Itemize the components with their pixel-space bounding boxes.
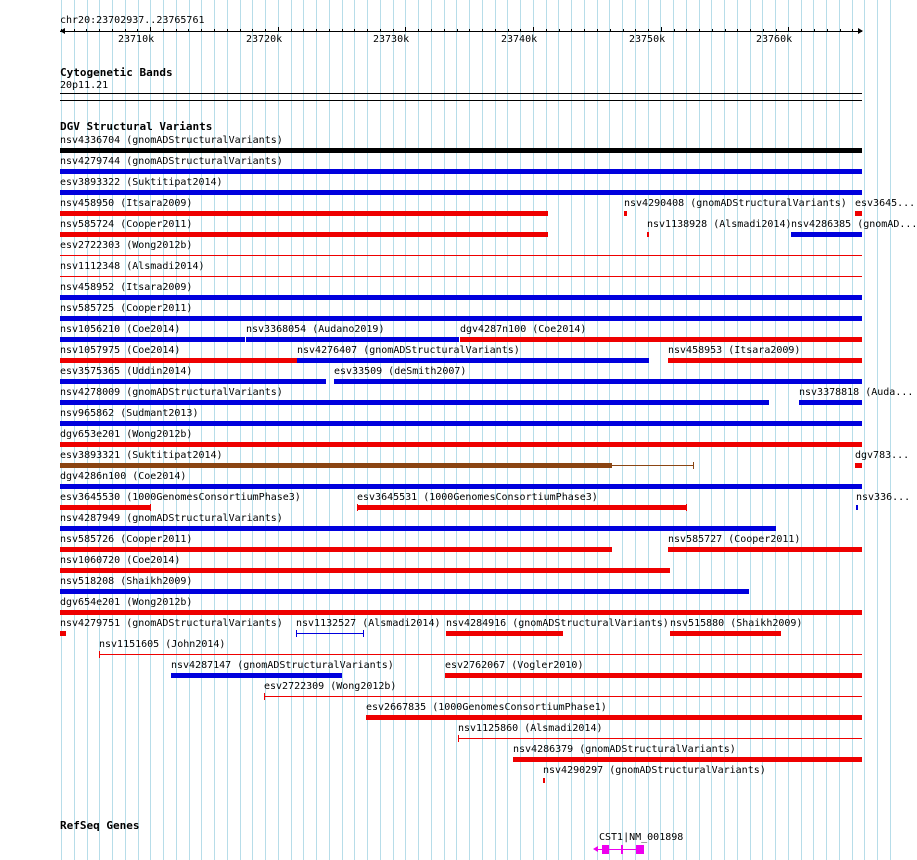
variant-label[interactable]: nsv4278009 (gnomADStructuralVariants): [60, 387, 283, 398]
variant-bar[interactable]: [460, 337, 862, 342]
ruler-minor-tick: [99, 29, 100, 32]
variant-label[interactable]: esv3645531 (1000GenomesConsortiumPhase3): [357, 492, 598, 503]
ruler-minor-tick: [508, 29, 509, 32]
ruler-minor-tick: [840, 29, 841, 32]
refseq-track-title: RefSeq Genes: [60, 819, 140, 832]
cytoband-label: 20p11.21: [60, 80, 109, 91]
variant-bar[interactable]: [60, 631, 66, 636]
grid-line: [291, 0, 292, 860]
ruler-minor-tick: [342, 29, 343, 32]
ruler-minor-tick: [163, 29, 164, 32]
ruler-tick: [278, 27, 279, 32]
ruler-minor-tick: [74, 29, 75, 32]
variant-end-tick: [693, 462, 694, 469]
variant-bar[interactable]: [60, 463, 612, 468]
variant-bar[interactable]: [297, 358, 649, 363]
grid-line: [762, 0, 763, 860]
variant-label[interactable]: esv3645530 (1000GenomesConsortiumPhase3): [60, 492, 301, 503]
ruler-minor-tick: [112, 29, 113, 32]
ruler-tick: [788, 27, 789, 32]
variant-bar[interactable]: [60, 568, 670, 573]
variant-end-tick: [150, 504, 151, 511]
variant-label[interactable]: esv3575365 (Uddin2014): [60, 366, 193, 377]
variant-label[interactable]: nsv4276407 (gnomADStructuralVariants): [297, 345, 520, 356]
variant-bar[interactable]: [543, 778, 545, 783]
ruler-minor-tick: [444, 29, 445, 32]
variant-label[interactable]: esv3893322 (Suktitipat2014): [60, 177, 223, 188]
variant-label[interactable]: nsv585724 (Cooper2011): [60, 219, 193, 230]
ruler-minor-tick: [750, 29, 751, 32]
gene-label[interactable]: CST1|NM_001898: [599, 832, 684, 843]
ruler-minor-tick: [316, 29, 317, 32]
variant-bar[interactable]: [246, 337, 459, 342]
variant-line[interactable]: [612, 465, 693, 466]
cytoband-track-title: Cytogenetic Bands: [60, 66, 173, 79]
grid-line: [852, 0, 853, 860]
grid-line: [252, 0, 253, 860]
cytoband-line-bottom: [60, 100, 862, 101]
ruler-minor-tick: [457, 29, 458, 32]
variant-bar[interactable]: [445, 673, 862, 678]
grid-line: [431, 0, 432, 860]
ruler-minor-tick: [852, 29, 853, 32]
variant-start-tick: [357, 504, 358, 511]
ruler-minor-tick: [814, 29, 815, 32]
grid-line: [367, 0, 368, 860]
variant-line[interactable]: [99, 654, 862, 655]
variant-start-tick: [458, 735, 459, 742]
ruler-minor-tick: [354, 29, 355, 32]
grid-line: [265, 0, 266, 860]
grid-line: [839, 0, 840, 860]
grid-line: [648, 0, 649, 860]
ruler-minor-tick: [214, 29, 215, 32]
variant-start-tick: [264, 693, 265, 700]
grid-line: [418, 0, 419, 860]
grid-line: [609, 0, 610, 860]
variant-bar[interactable]: [668, 547, 862, 552]
variant-bar[interactable]: [60, 295, 862, 300]
variant-label[interactable]: nsv336...: [856, 492, 911, 503]
grid-line: [278, 0, 279, 860]
variant-bar[interactable]: [60, 442, 862, 447]
variant-bar[interactable]: [60, 316, 862, 321]
variant-bar[interactable]: [60, 400, 769, 405]
grid-line: [456, 0, 457, 860]
variant-label[interactable]: nsv4279744 (gnomADStructuralVariants): [60, 156, 283, 167]
variant-label[interactable]: nsv458953 (Itsara2009): [668, 345, 801, 356]
ruler-minor-tick: [252, 29, 253, 32]
variant-label[interactable]: esv3893321 (Suktitipat2014): [60, 450, 223, 461]
variant-label[interactable]: dgv783...: [855, 450, 910, 461]
variant-start-tick: [296, 630, 297, 637]
variant-bar[interactable]: [60, 190, 862, 195]
ruler-minor-tick: [623, 29, 624, 32]
ruler-minor-tick: [265, 29, 266, 32]
variant-label[interactable]: nsv4284916 (gnomADStructuralVariants): [446, 618, 669, 629]
grid-line: [303, 0, 304, 860]
ruler-minor-tick: [227, 29, 228, 32]
variant-line[interactable]: [60, 255, 862, 256]
variant-label[interactable]: nsv4287147 (gnomADStructuralVariants): [171, 660, 394, 671]
variant-label[interactable]: dgv4286n100 (Coe2014): [60, 471, 187, 482]
ruler-minor-tick: [686, 29, 687, 32]
grid-line: [342, 0, 343, 860]
variant-label[interactable]: nsv1112348 (Alsmadi2014): [60, 261, 205, 272]
variant-line[interactable]: [60, 276, 862, 277]
variant-label[interactable]: nsv515880 (Shaikh2009): [670, 618, 803, 629]
variant-bar[interactable]: [791, 232, 862, 237]
ruler-minor-tick: [635, 29, 636, 32]
variant-label[interactable]: nsv4290297 (gnomADStructuralVariants): [543, 765, 766, 776]
variant-label[interactable]: nsv1056210 (Coe2014): [60, 324, 181, 335]
gene-strand-arrow: [593, 846, 598, 852]
variant-label[interactable]: nsv1138928 (Alsmadi2014): [647, 219, 792, 230]
ruler-minor-tick: [712, 29, 713, 32]
grid-line: [240, 0, 241, 860]
variant-label[interactable]: dgv4287n100 (Coe2014): [460, 324, 587, 335]
variant-label[interactable]: nsv1151605 (John2014): [99, 639, 226, 650]
ruler-minor-tick: [725, 29, 726, 32]
variant-label[interactable]: nsv4279751 (gnomADStructuralVariants): [60, 618, 283, 629]
variant-bar[interactable]: [624, 211, 627, 216]
variant-bar[interactable]: [855, 211, 862, 216]
variant-bar[interactable]: [856, 505, 858, 510]
grid-line: [622, 0, 623, 860]
variant-label[interactable]: nsv4336704 (gnomADStructuralVariants): [60, 135, 283, 146]
ruler-minor-tick: [571, 29, 572, 32]
variant-label[interactable]: nsv4286385 (gnomAD...: [791, 219, 917, 230]
ruler-minor-tick: [303, 29, 304, 32]
ruler-minor-tick: [176, 29, 177, 32]
variant-label[interactable]: esv2722309 (Wong2012b): [264, 681, 397, 692]
ruler-minor-tick: [201, 29, 202, 32]
variant-label[interactable]: nsv1060720 (Coe2014): [60, 555, 181, 566]
ruler-tick-label: 23720k: [246, 34, 283, 45]
grid-line: [890, 0, 891, 860]
variant-label[interactable]: nsv1125860 (Alsmadi2014): [458, 723, 603, 734]
variant-start-tick: [99, 651, 100, 658]
ruler-minor-tick: [597, 29, 598, 32]
variant-bar[interactable]: [513, 757, 862, 762]
grid-line: [737, 0, 738, 860]
variant-label[interactable]: nsv458952 (Itsara2009): [60, 282, 193, 293]
ruler-tick-label: 23710k: [118, 34, 155, 45]
ruler-right-arrow: [858, 28, 863, 34]
ruler-minor-tick: [125, 29, 126, 32]
grid-line: [444, 0, 445, 860]
variant-label[interactable]: esv2762067 (Vogler2010): [445, 660, 584, 671]
ruler-minor-tick: [699, 29, 700, 32]
ruler-minor-tick: [520, 29, 521, 32]
ruler-tick-label: 23730k: [373, 34, 410, 45]
ruler-minor-tick: [469, 29, 470, 32]
ruler-minor-tick: [584, 29, 585, 32]
variant-line[interactable]: [458, 738, 862, 739]
variant-bar[interactable]: [60, 232, 548, 237]
grid-line: [813, 0, 814, 860]
ruler-minor-tick: [291, 29, 292, 32]
grid-line: [788, 0, 789, 860]
ruler-minor-tick: [329, 29, 330, 32]
ruler-minor-tick: [367, 29, 368, 32]
ruler-minor-tick: [431, 29, 432, 32]
ruler-minor-tick: [137, 29, 138, 32]
grid-line: [380, 0, 381, 860]
ruler-minor-tick: [763, 29, 764, 32]
variant-bar[interactable]: [670, 631, 781, 636]
variant-bar[interactable]: [60, 379, 326, 384]
variant-bar[interactable]: [60, 421, 862, 426]
variant-bar[interactable]: [799, 400, 862, 405]
variant-bar[interactable]: [60, 505, 150, 510]
variant-label[interactable]: nsv4290408 (gnomADStructuralVariants): [624, 198, 847, 209]
grid-line: [354, 0, 355, 860]
ruler-tick-label: 23750k: [629, 34, 666, 45]
dgv-track-title: DGV Structural Variants: [60, 120, 213, 133]
grid-line: [635, 0, 636, 860]
grid-line: [877, 0, 878, 860]
variant-end-tick: [363, 630, 364, 637]
variant-bar[interactable]: [60, 547, 612, 552]
variant-bar[interactable]: [171, 673, 342, 678]
ruler-minor-tick: [380, 29, 381, 32]
variant-bar[interactable]: [446, 631, 563, 636]
ruler-tick: [405, 27, 406, 32]
grid-line: [699, 0, 700, 860]
cytoband-line-top: [60, 93, 862, 94]
variant-bar[interactable]: [334, 379, 862, 384]
variant-bar[interactable]: [60, 589, 749, 594]
ruler-minor-tick: [610, 29, 611, 32]
variant-label[interactable]: nsv585727 (Cooper2011): [668, 534, 801, 545]
grid-line: [393, 0, 394, 860]
variant-label[interactable]: nsv518208 (Shaikh2009): [60, 576, 193, 587]
gene-exon[interactable]: [621, 845, 623, 854]
ruler-minor-tick: [674, 29, 675, 32]
variant-label[interactable]: nsv1132527 (Alsmadi2014): [296, 618, 441, 629]
variant-label[interactable]: dgv654e201 (Wong2012b): [60, 597, 193, 608]
ruler-axis: [60, 31, 862, 32]
ruler-minor-tick: [86, 29, 87, 32]
variant-label[interactable]: nsv4286379 (gnomADStructuralVariants): [513, 744, 736, 755]
variant-label[interactable]: nsv585726 (Cooper2011): [60, 534, 193, 545]
variant-label[interactable]: nsv1057975 (Coe2014): [60, 345, 181, 356]
ruler-tick-label: 23740k: [501, 34, 538, 45]
grid-line: [801, 0, 802, 860]
variant-label[interactable]: nsv3368054 (Audano2019): [246, 324, 385, 335]
variant-line[interactable]: [296, 633, 363, 634]
gene-exon[interactable]: [602, 845, 609, 854]
variant-bar[interactable]: [60, 526, 776, 531]
ruler-minor-tick: [482, 29, 483, 32]
variant-label[interactable]: nsv4287949 (gnomADStructuralVariants): [60, 513, 283, 524]
variant-label[interactable]: nsv585725 (Cooper2011): [60, 303, 193, 314]
ruler-minor-tick: [648, 29, 649, 32]
grid-line: [775, 0, 776, 860]
ruler-minor-tick: [240, 29, 241, 32]
grid-line: [673, 0, 674, 860]
grid-line: [826, 0, 827, 860]
ruler-minor-tick: [188, 29, 189, 32]
ruler-minor-tick: [776, 29, 777, 32]
variant-bar[interactable]: [60, 337, 245, 342]
variant-line[interactable]: [264, 696, 862, 697]
ruler-minor-tick: [418, 29, 419, 32]
grid-line: [405, 0, 406, 860]
ruler-left-arrow: [60, 28, 65, 34]
ruler-tick-label: 23760k: [756, 34, 793, 45]
grid-line: [724, 0, 725, 860]
grid-line: [864, 0, 865, 860]
variant-bar[interactable]: [855, 463, 862, 468]
variant-bar[interactable]: [668, 358, 862, 363]
variant-label[interactable]: esv2667835 (1000GenomesConsortiumPhase1): [366, 702, 607, 713]
ruler-minor-tick: [546, 29, 547, 32]
variant-label[interactable]: esv2722303 (Wong2012b): [60, 240, 193, 251]
grid-line: [750, 0, 751, 860]
variant-bar[interactable]: [60, 211, 548, 216]
variant-bar[interactable]: [60, 169, 862, 174]
variant-label[interactable]: nsv458950 (Itsara2009): [60, 198, 193, 209]
grid-line: [329, 0, 330, 860]
grid-line: [214, 0, 215, 860]
variant-bar[interactable]: [60, 148, 862, 153]
ruler-minor-tick: [827, 29, 828, 32]
ruler-tick: [661, 27, 662, 32]
variant-label[interactable]: nsv3378818 (Auda...: [799, 387, 914, 398]
variant-bar[interactable]: [60, 484, 862, 489]
variant-label[interactable]: esv33509 (deSmith2007): [334, 366, 467, 377]
ruler-tick: [533, 27, 534, 32]
variant-bar[interactable]: [60, 610, 862, 615]
location-label: chr20:23702937..23765761: [60, 15, 205, 26]
variant-bar[interactable]: [60, 358, 297, 363]
ruler-minor-tick: [559, 29, 560, 32]
variant-bar[interactable]: [357, 505, 686, 510]
ruler-minor-tick: [737, 29, 738, 32]
variant-bar[interactable]: [366, 715, 862, 720]
variant-end-tick: [686, 504, 687, 511]
variant-label[interactable]: nsv965862 (Sudmant2013): [60, 408, 199, 419]
ruler-minor-tick: [495, 29, 496, 32]
grid-line: [660, 0, 661, 860]
grid-line: [711, 0, 712, 860]
variant-bar[interactable]: [647, 232, 649, 237]
ruler-minor-tick: [801, 29, 802, 32]
grid-line: [316, 0, 317, 860]
gene-exon[interactable]: [636, 845, 644, 854]
grid-line: [686, 0, 687, 860]
ruler-minor-tick: [393, 29, 394, 32]
grid-line: [227, 0, 228, 860]
variant-label[interactable]: esv3645...: [855, 198, 916, 209]
ruler-tick: [150, 27, 151, 32]
variant-label[interactable]: dgv653e201 (Wong2012b): [60, 429, 193, 440]
